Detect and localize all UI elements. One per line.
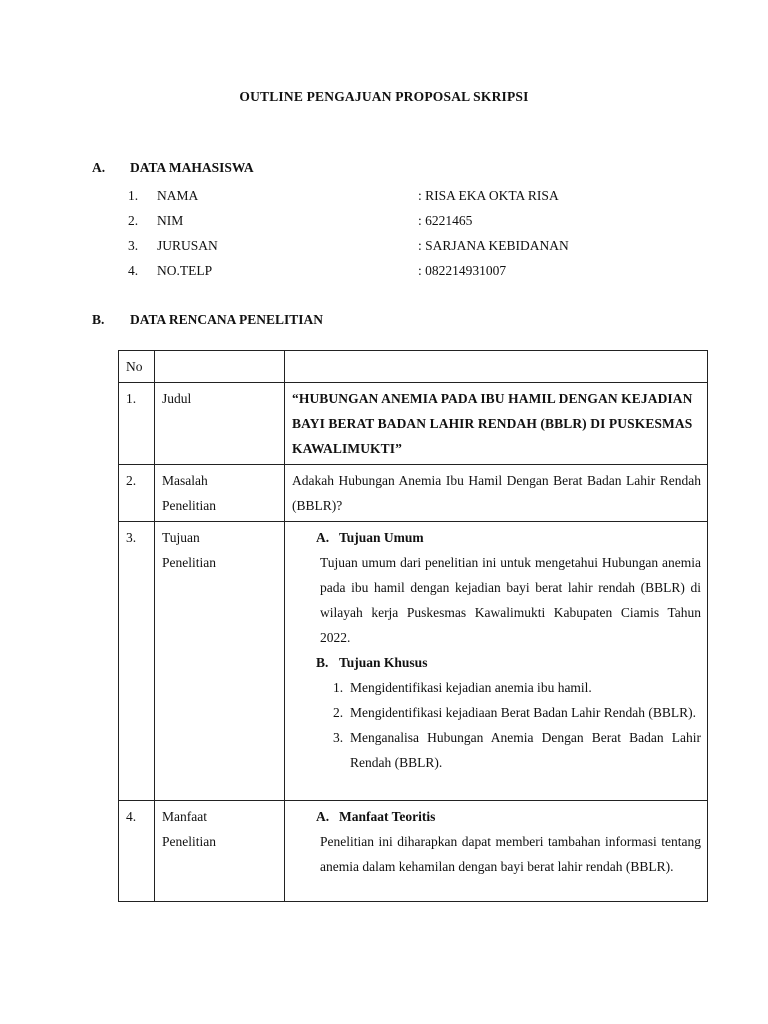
list-item-text: Menganalisa Hubungan Anemia Dengan Berat Badan Lahir Rendah (BBLR). [350,730,701,770]
masalah-text: Adakah Hubungan Anemia Ibu Hamil Dengan Berat Badan Lahir Rendah (BBLR)? [285,465,708,522]
row-label [155,465,285,522]
manfaat-teoritis-heading [316,804,701,829]
tujuan-umum-heading [316,525,701,550]
header-empty-cell [285,351,708,383]
field-number: 2. [128,213,139,228]
subheading-title: Manfaat Teoritis [339,809,436,824]
row-label-line: Penelitian [162,555,216,570]
field-value: : 6221465 [418,213,473,228]
field-number: 3. [128,238,139,253]
field-jurusan [128,236,569,256]
table-row-masalah [119,465,708,522]
list-item-number: 1. [333,680,344,695]
field-label: NIM [157,213,184,228]
section-a-title: DATA MAHASISWA [130,160,254,175]
field-value: : RISA EKA OKTA RISA [418,188,559,203]
row-number: 4. [119,801,155,902]
tujuan-khusus-list [292,675,701,775]
judul-text: “HUBUNGAN ANEMIA PADA IBU HAMIL DENGAN KEJADIAN BAYI BERAT BADAN LAHIR RENDAH (BBLR) DI PUSKESMAS KAWALIMUKTI” [285,383,708,465]
document-title: OUTLINE PENGAJUAN PROPOSAL SKRIPSI [239,89,529,104]
row-number: 2. [119,465,155,522]
field-label: NAMA [157,188,199,203]
subheading-letter: B. [316,655,329,670]
field-notelp [128,261,507,281]
header-no-cell: No [119,351,155,383]
field-label: NO.TELP [157,263,213,278]
table-row-manfaat [119,801,708,902]
manfaat-teoritis-text: Penelitian ini diharapkan dapat memberi tambahan informasi tentang anemia dalam kehamilan dengan bayi berat lahir rendah (BBLR). [320,834,701,874]
section-a-heading [92,160,254,176]
table-row-tujuan [119,522,708,801]
section-b-heading [92,312,323,328]
row-label-line: Manfaat [162,809,207,824]
tujuan-khusus-heading [316,650,701,675]
table-row-judul [119,383,708,465]
row-number: 1. [119,383,155,465]
subheading-letter: A. [316,530,330,545]
field-nim [128,211,473,231]
list-item-text: Mengidentifikasi kejadian anemia ibu hamil. [350,680,592,695]
row-label-line: Penelitian [162,498,216,513]
list-item [333,725,701,775]
row-label: Judul [155,383,285,465]
research-plan-table [118,350,708,902]
subheading-title: Tujuan Umum [339,530,424,545]
section-a-letter: A. [92,160,106,175]
field-number: 4. [128,263,139,278]
field-number: 1. [128,188,139,203]
field-value: : 082214931007 [418,263,507,278]
row-label-line: Tujuan [162,530,200,545]
list-item [333,675,701,700]
list-item-text: Mengidentifikasi kejadiaan Berat Badan Lahir Rendah (BBLR). [350,705,697,720]
field-value: : SARJANA KEBIDANAN [418,238,569,253]
row-number: 3. [119,522,155,801]
subheading-title: Tujuan Khusus [339,655,428,670]
row-label [155,522,285,801]
header-empty-cell [155,351,285,383]
row-label [155,801,285,902]
list-item-number: 2. [333,705,344,720]
manfaat-content [285,801,708,902]
section-b-title: DATA RENCANA PENELITIAN [130,312,324,327]
list-item-number: 3. [333,730,344,745]
list-item [333,700,701,725]
row-label-line: Masalah [162,473,208,488]
row-label-line: Penelitian [162,834,216,849]
subheading-letter: A. [316,809,330,824]
field-nama [128,186,559,206]
tujuan-umum-text: Tujuan umum dari penelitian ini untuk mengetahui Hubungan anemia pada ibu hamil dengan kejadian bayi berat lahir rendah (BBLR) di wilayah kerja Puskesmas Kawalimukti Kabupaten Ciamis Tahun 2022. [320,555,701,645]
section-b-letter: B. [92,312,105,327]
field-label: JURUSAN [157,238,218,253]
tujuan-content [285,522,708,801]
table-header-row [119,351,708,383]
